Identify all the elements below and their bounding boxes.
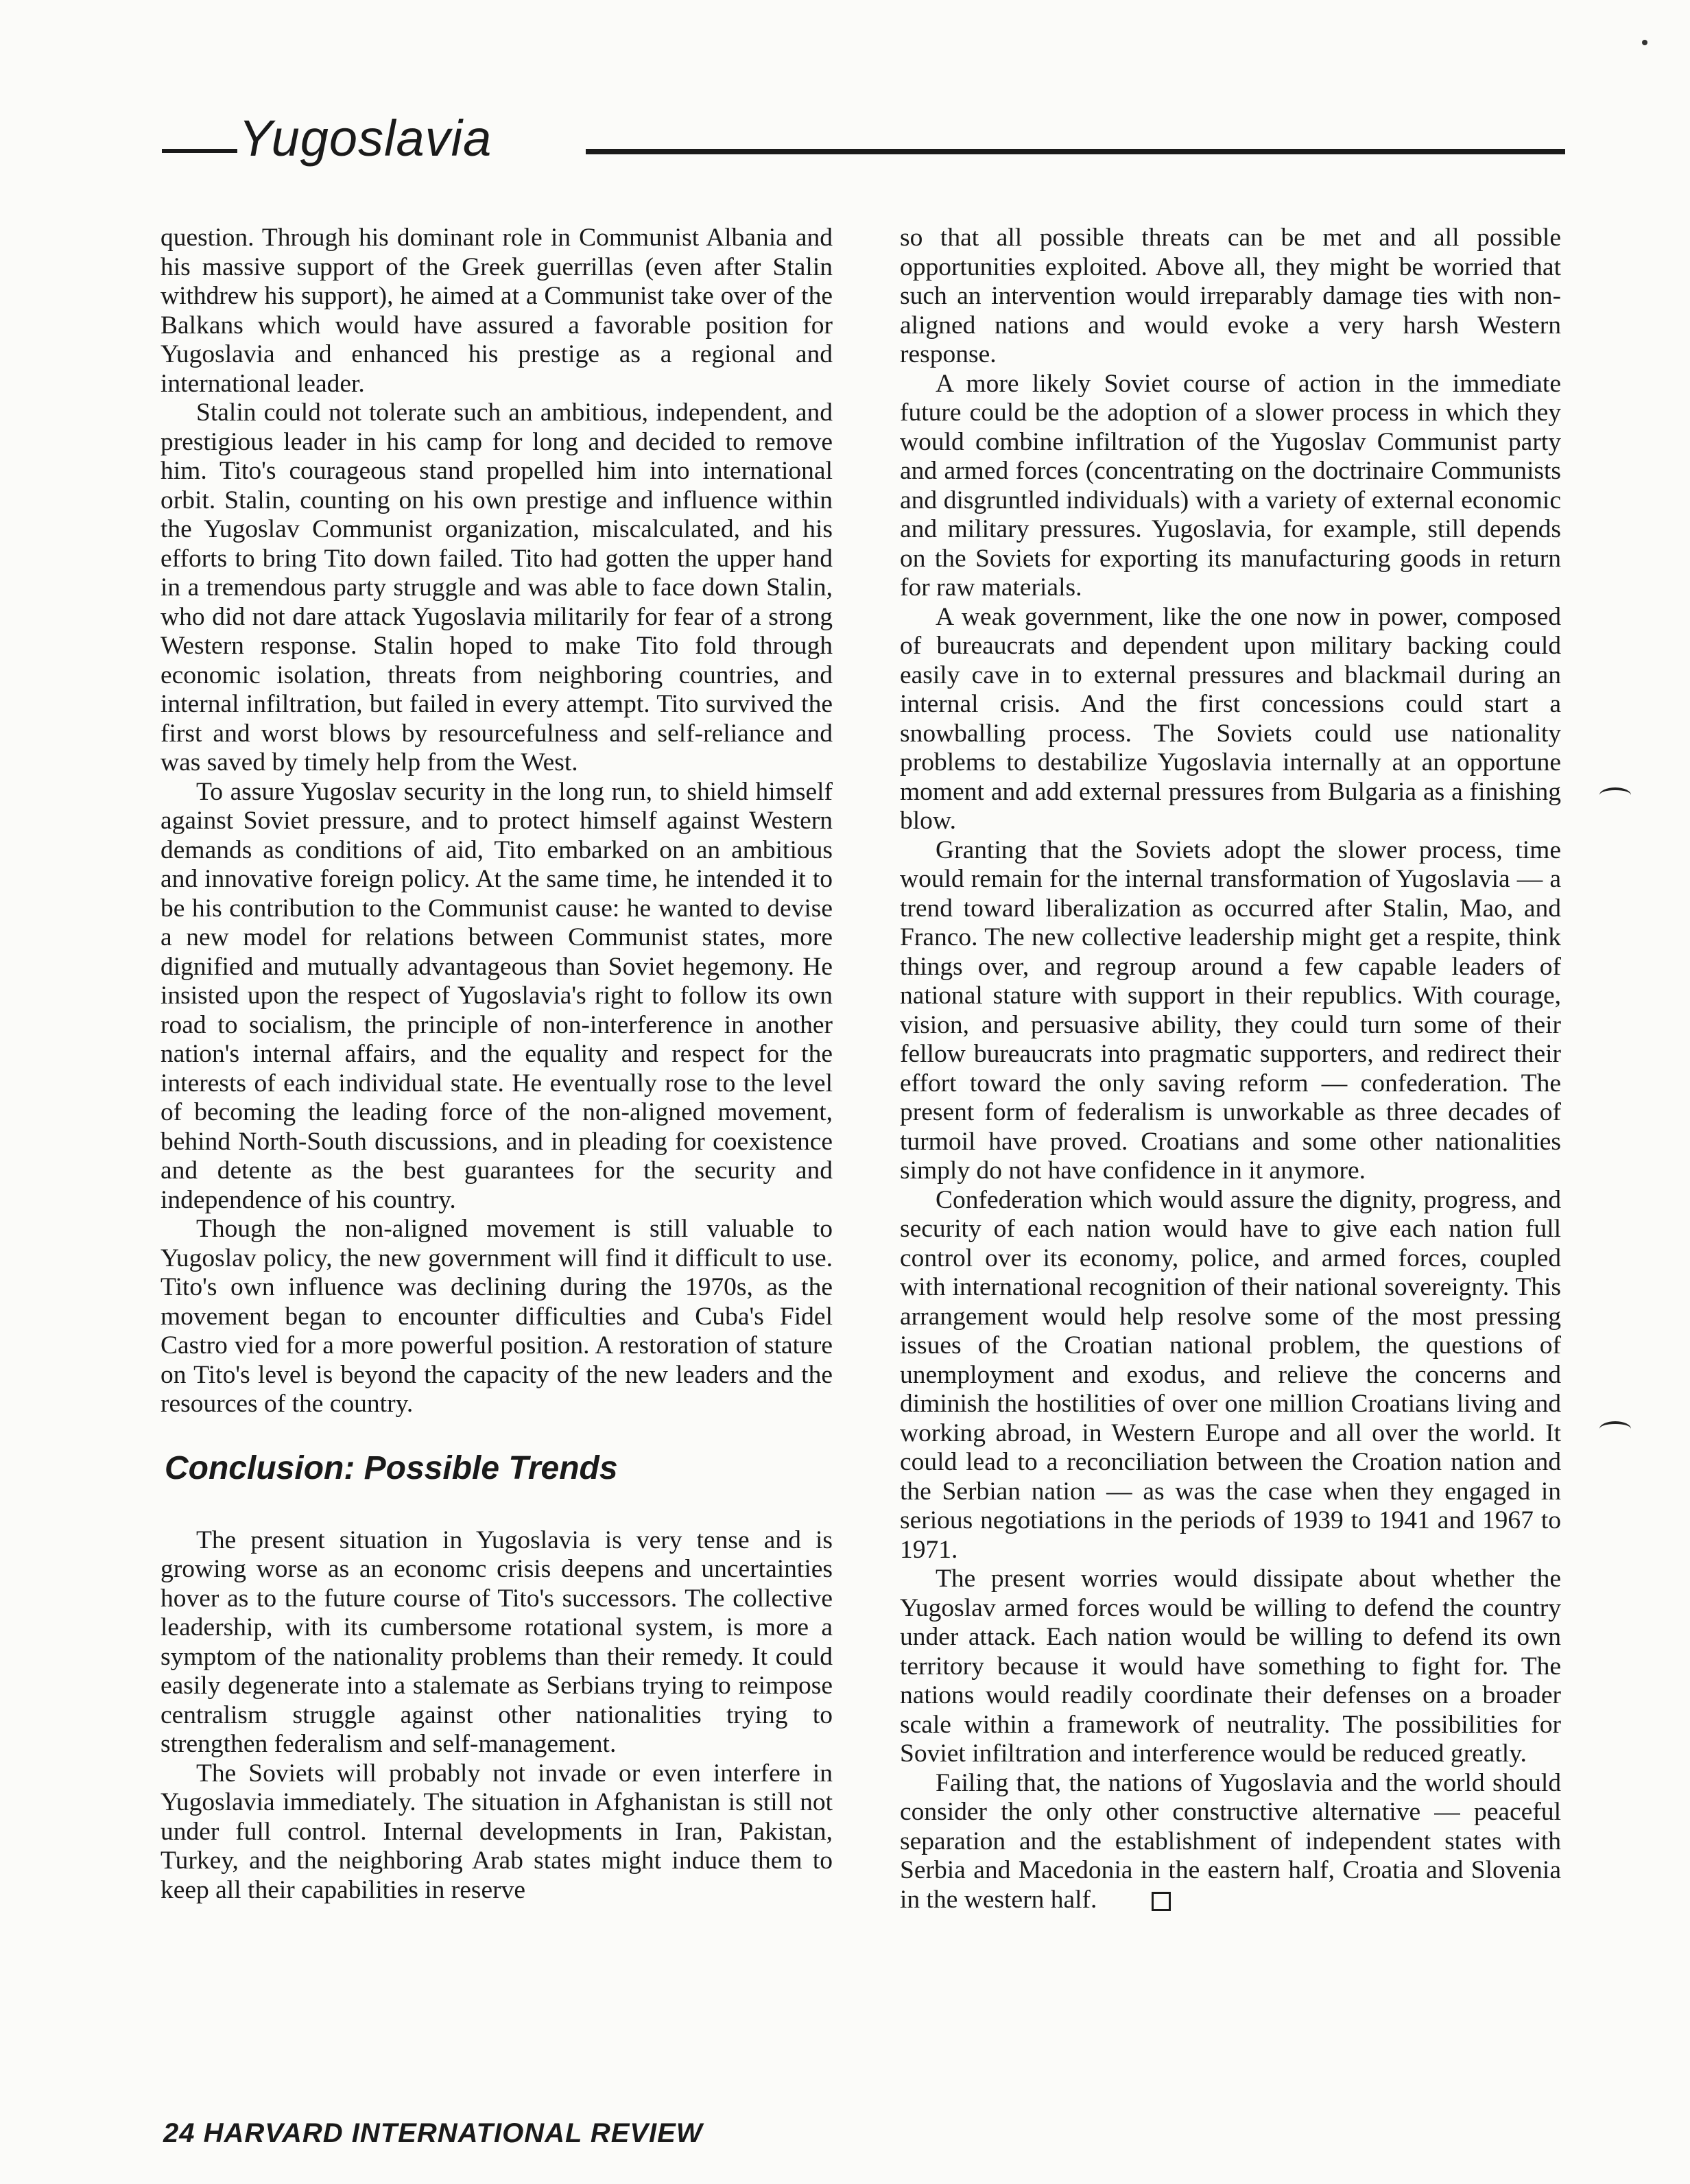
paragraph: Granting that the Soviets adopt the slower process, time would remain for the internal transformation of Yugoslavia — a trend toward liberalization as occurred after Stalin, Mao, and Franco. The new collective leadership might get a respite, think things over, and regroup around a few capable leaders of national stature with support in their republics. With courage, vision, and persuasive ability, they could turn some of their fellow bureaucrats into pragmatic supporters, and redirect their effort toward the only saving reform — confederation. The present form of federalism is unworkable as three decades of turmoil have proved. Croatians and some other nationalities simply do not have confidence in it anymore. (900, 835, 1561, 1185)
header-rule (586, 149, 1565, 154)
paragraph: The present situation in Yugoslavia is very tense and is growing worse as an economc crisis deepens and uncertainties hover as to the future course of Tito's successors. The collective leadership, with its cumbersome rotational system, is more a symptom of the nationality problems than their remedy. It could easily degenerate into a stalemate as Serbians trying to reimpose centralism struggle against other nationalities trying to strengthen federalism and self-management. (160, 1526, 833, 1758)
margin-mark (1599, 787, 1631, 803)
paragraph: Though the non-aligned movement is still valuable to Yugoslav policy, the new government will find it difficult to use. Tito's own influence was declining during the 1970s, as the movement began to encounter difficulties and Cuba's Fidel Castro vied for a more powerful position. A restoration of stature on Tito's level is beyond the capacity of the new leaders and the resources of the country. (160, 1215, 833, 1418)
left-column (160, 224, 833, 1905)
paragraph: The present worries would dissipate about whether the Yugoslav armed forces would be willing to defend the country under attack. Each nation would be willing to defend its own territory because it would have something to fight for. The nations would readily coordinate their defenses on a broader scale within a framework of neutrality. The possibilities for Soviet infiltration and interference would be reduced greatly. (900, 1565, 1561, 1768)
paragraph: Stalin could not tolerate such an ambitious, independent, and prestigious leader in his camp for long and decided to remove him. Tito's courageous stand propelled him into international orbit. Stalin, counting on his own prestige and influence within the Yugoslav Communist organization, miscalculated, and his efforts to bring Tito down failed. Tito had gotten the upper hand in a tremendous party struggle and was able to face down Stalin, who did not dare attack Yugoslavia militarily for fear of a strong Western response. Stalin hoped to make Tito fold through economic isolation, threats from neighboring countries, and internal infiltration, but failed in every attempt. Tito survived the first and worst blows by resourcefulness and self-reliance and was saved by timely help from the West. (160, 399, 833, 776)
final-paragraph (900, 1769, 1561, 1915)
page-footer: 24 HARVARD INTERNATIONAL REVIEW (163, 2118, 703, 2148)
paragraph: so that all possible threats can be met and all possible opportunities exploited. Above all, they might be worried that such an intervention would irreparably damage ties with non-aligned nations and would evoke a very harsh Western response. (900, 224, 1561, 368)
paragraph: Confederation which would assure the dignity, progress, and security of each nation would have to give each nation full control over its economy, police, and armed forces, coupled with international recognition of their national sovereignty. This arrangement would help resolve some of the most pressing issues of the Croatian national problem, the questions of unemployment and exodus, and relieve the concerns and diminish the hostilities of over one million Croatians living and working abroad, in Western Europe and all over the world. It could lead to a reconciliation between the Croation nation and the Serbian nation — as was the case when they engaged in serious negotiations in the periods of 1939 to 1941 and 1967 to 1971. (900, 1185, 1561, 1564)
header-lead-rule (162, 149, 237, 153)
subheading: Conclusion: Possible Trends (165, 1449, 618, 1486)
running-header (162, 110, 1565, 167)
section-title: Yugoslavia (239, 110, 492, 167)
paragraph: The Soviets will probably not invade or even interfere in Yugoslavia immediately. The situation in Afghanistan is still not under full control. Internal developments in Iran, Pakistan, Turkey, and the neighboring Arab states might induce them to keep all their capabilities in reserve (160, 1759, 833, 1904)
paragraph: question. Through his dominant role in Communist Albania and his massive support of the Greek guerrillas (even after Stalin withdrew his support), he aimed at a Communist take over of the Balkans which would have assured a favorable position for Yugoslavia and enhanced his prestige as a regional and international leader. (160, 224, 833, 398)
paragraph-text: Failing that, the nations of Yugoslavia and the world should consider the only other constructive alternative — peaceful separation and the establishment of independent states with Serbia and Macedonia in the eastern half, Croatia and Slovenia in the western half. (900, 1768, 1561, 1914)
paragraph: To assure Yugoslav security in the long run, to shield himself against Soviet pressure, and to protect himself against Western demands as conditions of aid, Tito embarked on an ambitious and innovative foreign policy. At the same time, he intended it to be his contribution to the Communist cause: he wanted to devise a new model for relations between Communist states, more dignified and mutually advantageous than Soviet hegemony. He insisted upon the respect of Yugoslavia's right to follow its own road to socialism, the principle of non-interference in another nation's internal affairs, and the equality and respect for the interests of each individual state. He eventually rose to the level of becoming the leading force of the non-aligned movement, behind North-South discussions, and in pleading for coexistence and detente as the best guarantees for the security and independence of his country. (160, 777, 833, 1214)
paragraph: A more likely Soviet course of action in the immediate future could be the adoption of a slower process in which they would combine infiltration of the Yugoslav Communist party and armed forces (concentrating on the doctrinaire Communists and disgruntled individuals) with a variety of external economic and military pressures. Yugoslavia, for example, still depends on the Soviets for exporting its manufacturing goods in return for raw materials. (900, 369, 1561, 602)
margin-mark (1599, 1421, 1631, 1436)
scan-speck (1642, 40, 1647, 45)
paragraph: A weak government, like the one now in power, composed of bureaucrats and dependent upon military backing could easily cave in to external pressures and blackmail during an internal crisis. And the first concessions could start a snowballing process. The Soviets could use nationality problems to destabilize Yugoslavia internally at an opportune moment and add external pressures from Bulgaria as a finishing blow. (900, 602, 1561, 835)
end-of-article-icon (1152, 1892, 1171, 1911)
right-column (900, 224, 1561, 1914)
